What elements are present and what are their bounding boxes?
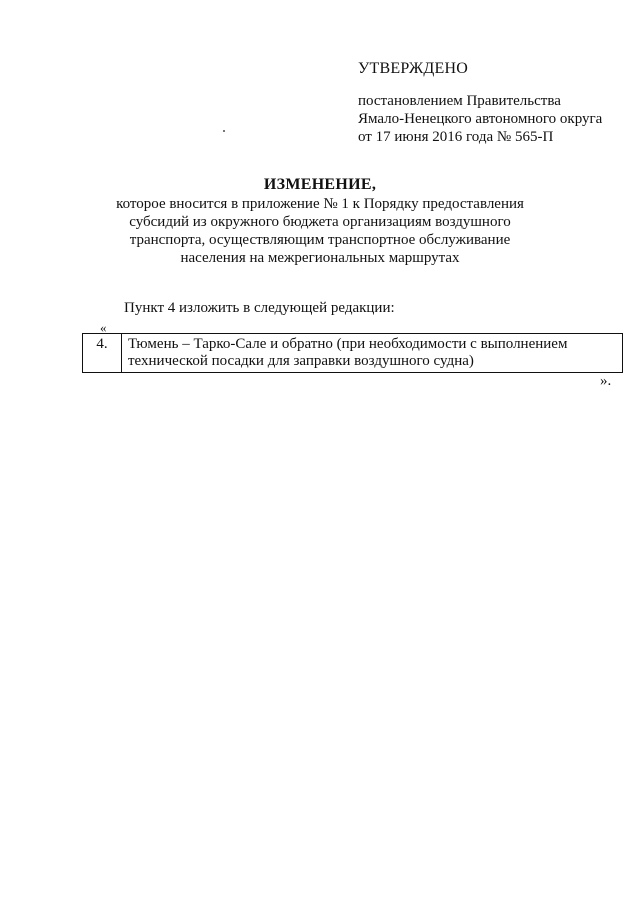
document-subtitle-line: которое вносится в приложение № 1 к Порядку предоставления (116, 196, 524, 212)
document-title: ИЗМЕНЕНИЕ, (263, 176, 377, 193)
route-cell (122, 334, 623, 373)
scan-speck (223, 130, 225, 132)
table-row (83, 334, 623, 373)
amendment-table (82, 333, 623, 373)
route-text-line: Тюмень – Тарко-Сале и обратно (при необходимости с выполнением (128, 336, 568, 352)
closing-quote: ». (600, 373, 612, 389)
approval-stamp: УТВЕРЖДЕНО (358, 60, 469, 77)
approval-line: Ямало-Ненецкого автономного округа (358, 111, 603, 127)
route-text-line: технической посадки для заправки воздушного судна) (128, 353, 474, 369)
amendment-intro: Пункт 4 изложить в следующей редакции: (124, 300, 395, 316)
document-subtitle-line: субсидий из окружного бюджета организациям воздушного (129, 214, 511, 230)
document-subtitle-line: транспорта, осуществляющим транспортное обслуживание (129, 232, 511, 248)
approval-line: постановлением Правительства (358, 93, 561, 109)
row-number-cell: 4. (83, 334, 122, 373)
approval-line: от 17 июня 2016 года № 565-П (358, 129, 554, 145)
document-subtitle-line: населения на межрегиональных маршрутах (180, 250, 460, 266)
opening-quote: « (100, 320, 107, 335)
